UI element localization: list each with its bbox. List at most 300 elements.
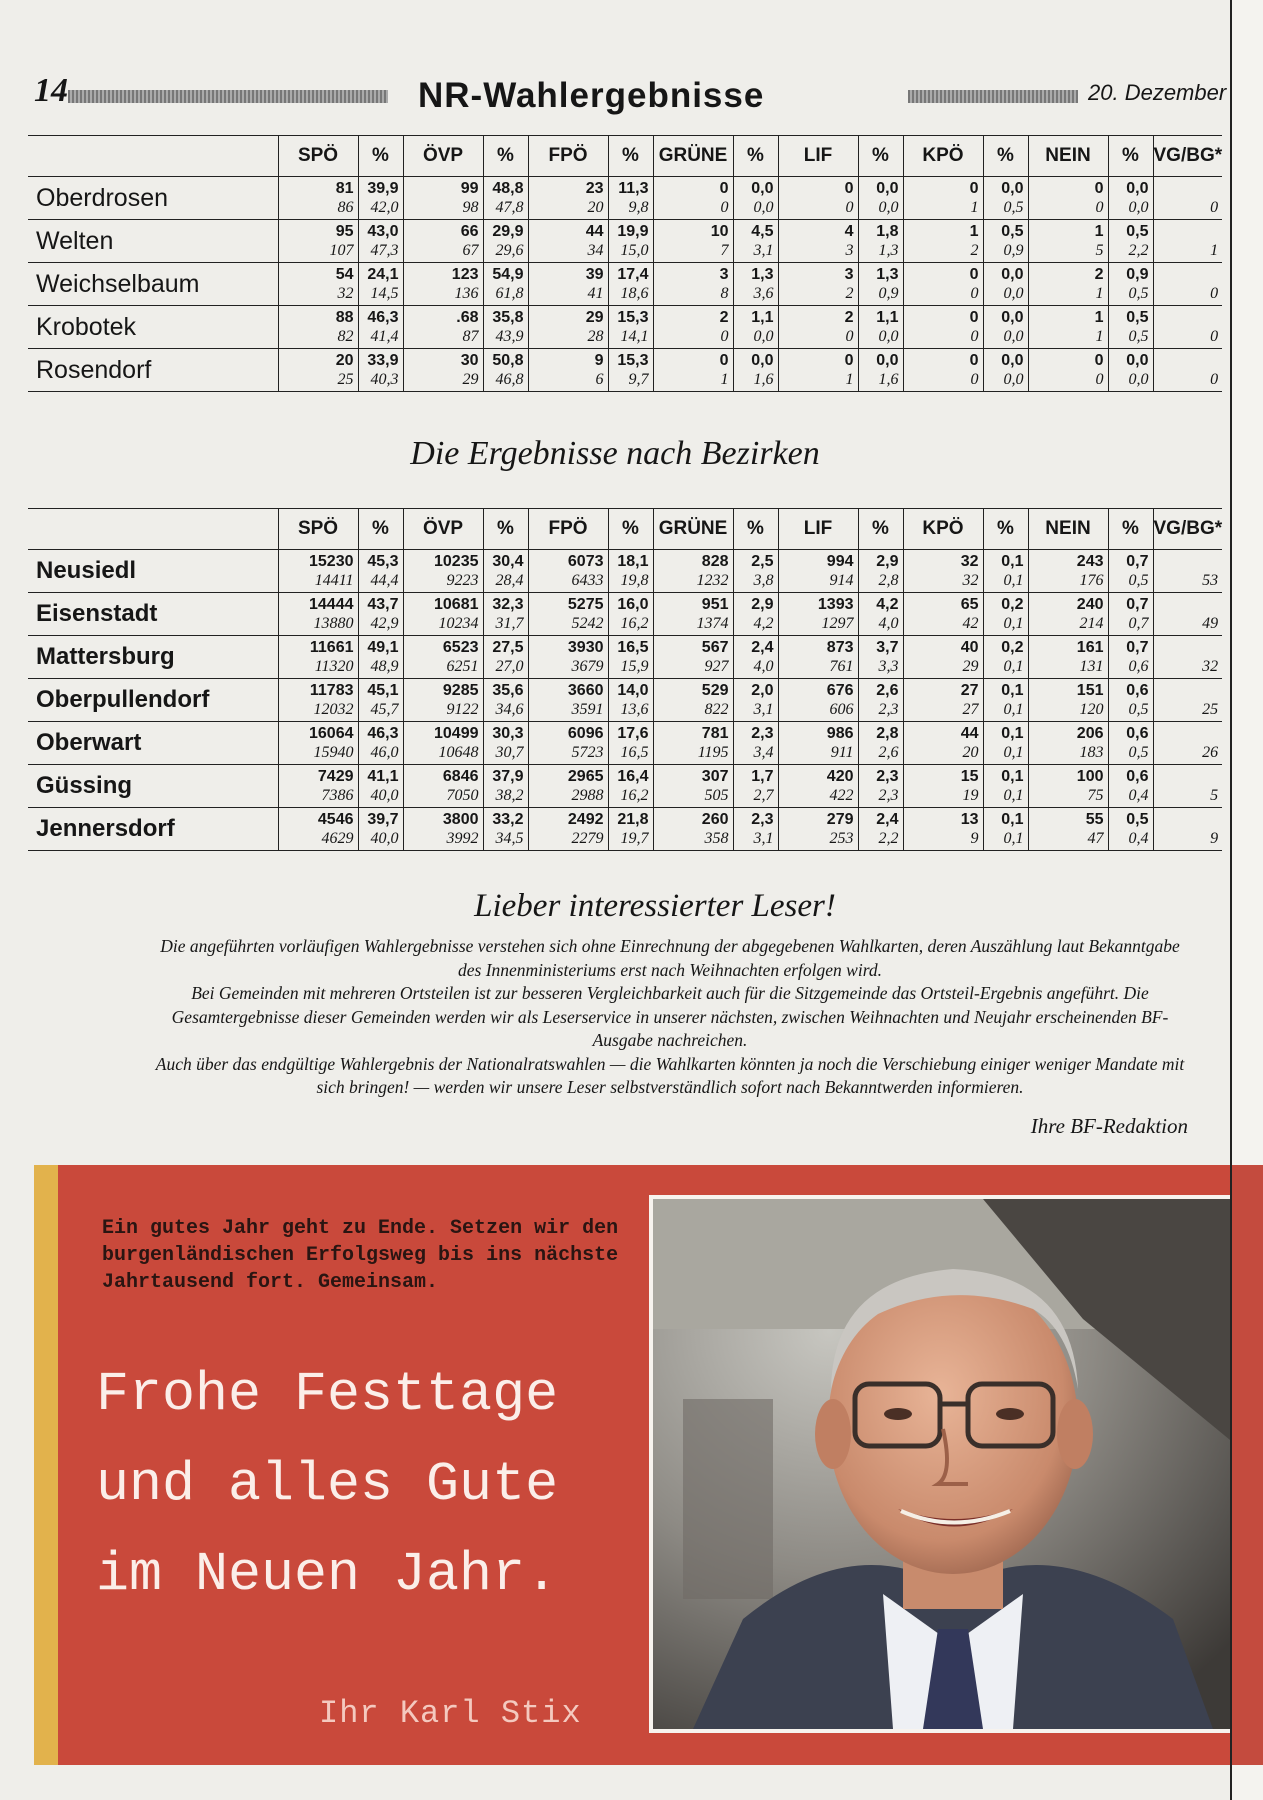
- previous-value: 47,3: [370, 242, 399, 259]
- current-value: 4546: [317, 811, 354, 828]
- table-cell: [1028, 593, 1108, 636]
- previous-value: 0,6: [1128, 658, 1149, 675]
- previous-value: 3,6: [753, 285, 774, 302]
- current-value: 0: [969, 352, 979, 369]
- previous-value: 49: [1202, 615, 1219, 632]
- current-value: 0,0: [876, 352, 899, 369]
- previous-value: 6251: [446, 658, 479, 675]
- table-cell: [1028, 177, 1108, 220]
- current-value: 41,1: [367, 768, 399, 785]
- table-row: [28, 263, 1222, 306]
- previous-value: 67: [462, 242, 479, 259]
- table-cell: [778, 349, 858, 392]
- previous-value: 38,2: [495, 787, 524, 804]
- table-cell: [903, 808, 983, 851]
- letter-paragraph: Auch über das endgültige Wahlergebnis der Nationalratswahlen — die Wahlkarten könnten ja noch die Verschiebung einiger weniger Mandate mit sich bringen! — werden wir unsere Leser selbstverständlich sofort nach Bekanntwerden informieren.: [155, 1053, 1185, 1097]
- current-value: 17,4: [617, 266, 649, 283]
- previous-value: 214: [1079, 615, 1104, 632]
- previous-value: 176: [1079, 572, 1104, 589]
- current-value: 24,1: [367, 266, 399, 283]
- table-cell: [358, 220, 403, 263]
- previous-value: 4,2: [753, 615, 774, 632]
- current-value: 14,0: [617, 682, 649, 699]
- column-header: %: [483, 136, 528, 177]
- table-cell: [403, 220, 483, 263]
- current-value: 6096: [567, 725, 604, 742]
- table-cell: [733, 765, 778, 808]
- current-value: [1154, 308, 1223, 327]
- current-value: 0,5: [1126, 811, 1149, 828]
- previous-value: 3679: [571, 658, 604, 675]
- table-cell: [983, 550, 1028, 593]
- table-cell: [528, 722, 608, 765]
- current-value: 0: [969, 266, 979, 283]
- column-header: VG/BG*: [1153, 509, 1222, 550]
- column-header: SPÖ: [278, 509, 358, 550]
- page-header: [28, 72, 1230, 115]
- table-cell: [1028, 636, 1108, 679]
- table-cell: [483, 177, 528, 220]
- previous-value: 3,1: [753, 242, 774, 259]
- previous-value: 0,5: [1128, 572, 1149, 589]
- table-cell: [483, 593, 528, 636]
- ad-accent-stripe: [34, 1165, 58, 1765]
- table-cell: [778, 263, 858, 306]
- current-value: 30,3: [492, 725, 524, 742]
- table-cell: [358, 306, 403, 349]
- issue-date: 20. Dezember: [1088, 80, 1227, 105]
- current-value: 123: [451, 266, 479, 283]
- current-value: 2,3: [751, 725, 774, 742]
- previous-value: 42,0: [370, 199, 399, 216]
- previous-value: 4,0: [753, 658, 774, 675]
- table-cell: [278, 636, 358, 679]
- current-value: 0,5: [1126, 223, 1149, 240]
- current-value: 0,1: [1001, 682, 1024, 699]
- table-cell: [733, 550, 778, 593]
- previous-value: 41: [587, 285, 604, 302]
- current-value: 33,9: [367, 352, 399, 369]
- previous-value: 1232: [696, 572, 729, 589]
- previous-value: 14,5: [370, 285, 399, 302]
- previous-value: 9: [970, 830, 979, 847]
- previous-value: 0,5: [1128, 328, 1149, 345]
- current-value: 66: [460, 223, 479, 240]
- previous-value: 0,9: [1003, 242, 1024, 259]
- table-cell: [1108, 593, 1153, 636]
- table-cell: [1108, 636, 1153, 679]
- table-row: [28, 808, 1222, 851]
- previous-value: 2,7: [753, 787, 774, 804]
- previous-value: 40,0: [370, 830, 399, 847]
- current-value: 0,7: [1126, 639, 1149, 656]
- current-value: 27: [960, 682, 979, 699]
- previous-value: 0,1: [1003, 701, 1024, 718]
- previous-value: 25: [1202, 701, 1219, 718]
- table-cell: [528, 593, 608, 636]
- current-value: 9: [594, 352, 604, 369]
- table-cell: [528, 220, 608, 263]
- table-cell: [1153, 593, 1222, 636]
- header-rule-left: [68, 90, 388, 103]
- previous-value: 42,9: [370, 615, 399, 632]
- current-value: 6073: [567, 553, 604, 570]
- table-cell: [403, 177, 483, 220]
- previous-value: 61,8: [495, 285, 524, 302]
- previous-value: 19: [962, 787, 979, 804]
- current-value: [1154, 595, 1223, 614]
- previous-value: 4,0: [878, 615, 899, 632]
- table-cell: [483, 765, 528, 808]
- table-cell: [528, 349, 608, 392]
- current-value: 0,0: [876, 180, 899, 197]
- current-value: 5275: [567, 596, 604, 613]
- previous-value: 0,0: [878, 328, 899, 345]
- current-value: [1154, 681, 1223, 700]
- current-value: 0: [969, 309, 979, 326]
- current-value: 1,7: [751, 768, 774, 785]
- table-cell: [608, 306, 653, 349]
- table-row: [28, 306, 1222, 349]
- previous-value: 2,2: [1128, 242, 1149, 259]
- current-value: 567: [701, 639, 729, 656]
- current-value: 0,0: [751, 352, 774, 369]
- previous-value: 15940: [313, 744, 354, 761]
- previous-value: 13,6: [620, 701, 649, 718]
- previous-value: 0,9: [878, 285, 899, 302]
- previous-value: 1: [720, 371, 729, 388]
- current-value: 9285: [442, 682, 479, 699]
- previous-value: 0,5: [1128, 744, 1149, 761]
- previous-value: 0,0: [753, 199, 774, 216]
- table-cell: [358, 679, 403, 722]
- previous-value: 40,3: [370, 371, 399, 388]
- previous-value: 20: [962, 744, 979, 761]
- previous-value: 0,0: [878, 199, 899, 216]
- table-cell: [358, 765, 403, 808]
- previous-value: 0: [720, 328, 729, 345]
- previous-value: 47: [1087, 830, 1104, 847]
- current-value: 0: [844, 180, 854, 197]
- table-cell: [858, 177, 903, 220]
- column-header: %: [733, 509, 778, 550]
- previous-value: 28: [587, 328, 604, 345]
- table-cell: [528, 679, 608, 722]
- ad-headline: [96, 1350, 656, 1620]
- current-value: 39,9: [367, 180, 399, 197]
- table-cell: [733, 679, 778, 722]
- row-name: Krobotek: [28, 306, 278, 349]
- current-value: [1154, 724, 1223, 743]
- table-cell: [983, 636, 1028, 679]
- table-cell: [1028, 808, 1108, 851]
- table-cell: [358, 722, 403, 765]
- previous-value: 2,8: [878, 572, 899, 589]
- current-value: 100: [1076, 768, 1104, 785]
- previous-value: 0: [1210, 199, 1219, 216]
- table-cell: [983, 177, 1028, 220]
- table-cell: [483, 550, 528, 593]
- table-cell: [358, 593, 403, 636]
- previous-value: 1: [1095, 285, 1104, 302]
- table-cell: [1028, 765, 1108, 808]
- table-cell: [733, 177, 778, 220]
- previous-value: 914: [829, 572, 854, 589]
- table-cell: [1028, 220, 1108, 263]
- column-header: FPÖ: [528, 136, 608, 177]
- current-value: 0,0: [1001, 180, 1024, 197]
- current-value: 46,3: [367, 309, 399, 326]
- table-cell: [1153, 177, 1222, 220]
- table-row: [28, 177, 1222, 220]
- current-value: 10: [710, 223, 729, 240]
- current-value: 40: [960, 639, 979, 656]
- table-cell: [653, 765, 733, 808]
- previous-value: 29: [462, 371, 479, 388]
- previous-value: 3: [845, 242, 854, 259]
- previous-value: 16,2: [620, 787, 649, 804]
- current-value: 0,0: [751, 180, 774, 197]
- table-cell: [903, 263, 983, 306]
- previous-value: 82: [337, 328, 354, 345]
- previous-value: 1,3: [878, 242, 899, 259]
- previous-value: 0: [1210, 328, 1219, 345]
- row-name: Güssing: [28, 765, 278, 808]
- current-value: 50,8: [492, 352, 524, 369]
- current-value: 6846: [442, 768, 479, 785]
- table-cell: [403, 550, 483, 593]
- current-value: 13: [960, 811, 979, 828]
- current-value: 0,2: [1001, 639, 1024, 656]
- previous-value: 0,0: [1003, 328, 1024, 345]
- table-cell: [483, 679, 528, 722]
- table-cell: [608, 550, 653, 593]
- previous-value: 911: [830, 744, 854, 761]
- table-cell: [403, 636, 483, 679]
- previous-value: 0,4: [1128, 787, 1149, 804]
- current-value: 0,2: [1001, 596, 1024, 613]
- table-cell: [1028, 722, 1108, 765]
- column-header: NEIN: [1028, 509, 1108, 550]
- current-value: 161: [1076, 639, 1104, 656]
- table-cell: [778, 593, 858, 636]
- table-cell: [653, 808, 733, 851]
- previous-value: 927: [704, 658, 729, 675]
- current-value: 0,0: [1001, 309, 1024, 326]
- current-value: 151: [1076, 682, 1104, 699]
- current-value: 2,4: [876, 811, 899, 828]
- table-cell: [653, 263, 733, 306]
- column-header: FPÖ: [528, 509, 608, 550]
- current-value: 4: [844, 223, 854, 240]
- current-value: 1,1: [751, 309, 774, 326]
- current-value: 65: [960, 596, 979, 613]
- current-value: 37,9: [492, 768, 524, 785]
- previous-value: 1,6: [878, 371, 899, 388]
- table-cell: [608, 263, 653, 306]
- column-header: %: [733, 136, 778, 177]
- previous-value: 9122: [446, 701, 479, 718]
- previous-value: 29: [962, 658, 979, 675]
- column-header: NEIN: [1028, 136, 1108, 177]
- table-cell: [858, 765, 903, 808]
- current-value: 1,8: [876, 223, 899, 240]
- current-value: 3660: [567, 682, 604, 699]
- current-value: 15,3: [617, 309, 649, 326]
- table-cell: [1108, 220, 1153, 263]
- current-value: 54: [335, 266, 354, 283]
- table-cell: [1153, 550, 1222, 593]
- current-value: 0: [1094, 180, 1104, 197]
- current-value: 206: [1076, 725, 1104, 742]
- previous-value: 2: [845, 285, 854, 302]
- current-value: 0,1: [1001, 768, 1024, 785]
- current-value: 2965: [567, 768, 604, 785]
- ad-intro-text: Ein gutes Jahr geht zu Ende. Setzen wir den burgenländischen Erfolgsweg bis ins nächste Jahrtausend fort. Gemeinsam.: [102, 1217, 619, 1294]
- current-value: 3: [844, 266, 854, 283]
- table-row: [28, 722, 1222, 765]
- previous-value: 5242: [571, 615, 604, 632]
- table-cell: [1153, 765, 1222, 808]
- letter-paragraph: Bei Gemeinden mit mehreren Ortsteilen ist zur besseren Vergleichbarkeit auch für die Sitzgemeinde das Ortsteil-Ergebnis angeführt. Die Gesamtergebnisse dieser Gemeinden werden wir als Leserservice in unserer nächsten, zwischen Weihnachten und Neujahr erscheinenden BF-Ausgabe nachreichen.: [171, 983, 1169, 1050]
- table-cell: [278, 593, 358, 636]
- current-value: 99: [460, 180, 479, 197]
- table-cell: [903, 550, 983, 593]
- table-cell: [733, 722, 778, 765]
- table-cell: [1153, 220, 1222, 263]
- table-cell: [858, 808, 903, 851]
- table-cell: [608, 636, 653, 679]
- current-value: 33,2: [492, 811, 524, 828]
- current-value: 0: [719, 180, 729, 197]
- current-value: 2,3: [751, 811, 774, 828]
- previous-value: 0,0: [753, 328, 774, 345]
- current-value: 43,7: [367, 596, 399, 613]
- table-cell: [858, 349, 903, 392]
- table-cell: [1153, 636, 1222, 679]
- letter-signoff: Ihre BF-Redaktion: [1030, 1114, 1188, 1138]
- current-value: 16,0: [617, 596, 649, 613]
- advertisement: [34, 1165, 1230, 1765]
- current-value: 2,8: [876, 725, 899, 742]
- current-value: 2,9: [876, 553, 899, 570]
- table-cell: [1153, 263, 1222, 306]
- current-value: 279: [826, 811, 854, 828]
- table-cell: [278, 306, 358, 349]
- table-cell: [1028, 349, 1108, 392]
- current-value: 0,5: [1126, 309, 1149, 326]
- previous-value: 0: [1095, 371, 1104, 388]
- previous-value: 34,5: [495, 830, 524, 847]
- table-cell: [1108, 722, 1153, 765]
- previous-value: 0,7: [1128, 615, 1149, 632]
- current-value: [1154, 222, 1223, 241]
- table-cell: [653, 679, 733, 722]
- previous-value: 46,0: [370, 744, 399, 761]
- previous-value: 27: [962, 701, 979, 718]
- previous-value: 358: [704, 830, 729, 847]
- previous-value: 422: [829, 787, 854, 804]
- table-cell: [778, 550, 858, 593]
- previous-value: 3,1: [753, 701, 774, 718]
- table-cell: [403, 263, 483, 306]
- previous-value: 0,0: [1003, 285, 1024, 302]
- previous-value: 0,1: [1003, 615, 1024, 632]
- table-cell: [278, 550, 358, 593]
- table-cell: [903, 177, 983, 220]
- table-cell: [278, 349, 358, 392]
- current-value: 873: [826, 639, 854, 656]
- current-value: 1393: [817, 596, 854, 613]
- adjacent-page-edge: [1230, 0, 1263, 1800]
- current-value: 2: [844, 309, 854, 326]
- row-name: Oberpullendorf: [28, 679, 278, 722]
- current-value: 2,4: [751, 639, 774, 656]
- previous-value: 0: [720, 199, 729, 216]
- table-cell: [608, 349, 653, 392]
- previous-value: 28,4: [495, 572, 524, 589]
- previous-value: 0,5: [1128, 701, 1149, 718]
- current-value: 0,5: [1001, 223, 1024, 240]
- previous-value: 11320: [314, 658, 354, 675]
- letter-title: Lieber interessierter Leser!: [474, 888, 836, 924]
- table-cell: [608, 177, 653, 220]
- table-cell: [278, 808, 358, 851]
- current-value: 1,1: [876, 309, 899, 326]
- table-cell: [358, 177, 403, 220]
- current-value: 0,9: [1126, 266, 1149, 283]
- previous-value: 253: [829, 830, 854, 847]
- table-row: [28, 636, 1222, 679]
- previous-value: 0: [1095, 199, 1104, 216]
- current-value: 0,6: [1126, 682, 1149, 699]
- current-value: 0,1: [1001, 811, 1024, 828]
- ad-headline-line: Frohe Festtage: [96, 1363, 559, 1426]
- current-value: 55: [1085, 811, 1104, 828]
- table-row: [28, 220, 1222, 263]
- current-value: 44: [585, 223, 604, 240]
- current-value: 994: [826, 553, 854, 570]
- column-header: LIF: [778, 136, 858, 177]
- table-cell: [483, 808, 528, 851]
- previous-value: 9: [1210, 830, 1219, 847]
- current-value: 0,7: [1126, 553, 1149, 570]
- table-cell: [858, 550, 903, 593]
- current-value: 2,0: [751, 682, 774, 699]
- current-value: 39: [585, 266, 604, 283]
- current-value: 11783: [309, 682, 354, 699]
- previous-value: 183: [1079, 744, 1104, 761]
- previous-value: 0: [845, 328, 854, 345]
- table-cell: [903, 220, 983, 263]
- current-value: 1: [1094, 309, 1104, 326]
- previous-value: 18,6: [620, 285, 649, 302]
- table-cell: [608, 593, 653, 636]
- table-cell: [733, 263, 778, 306]
- current-value: 32: [960, 553, 979, 570]
- current-value: 0,1: [1001, 553, 1024, 570]
- table-cell: [1108, 765, 1153, 808]
- previous-value: 8: [720, 285, 729, 302]
- previous-value: 3992: [446, 830, 479, 847]
- previous-value: 6433: [571, 572, 604, 589]
- table-cell: [983, 593, 1028, 636]
- previous-value: 30,7: [495, 744, 524, 761]
- previous-value: 1: [1210, 242, 1219, 259]
- current-value: 45,1: [367, 682, 399, 699]
- table-cell: [778, 220, 858, 263]
- current-value: 4,5: [751, 223, 774, 240]
